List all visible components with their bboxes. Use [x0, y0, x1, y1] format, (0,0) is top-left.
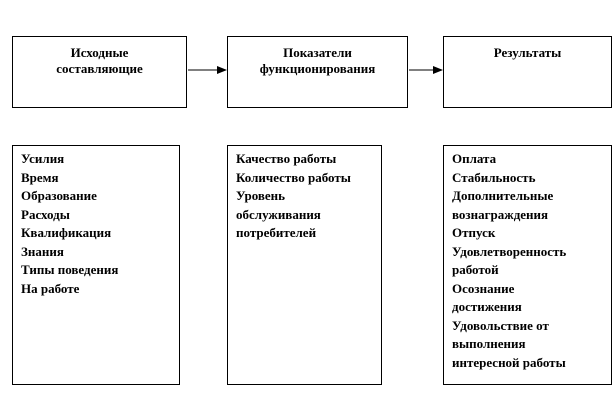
list-item: Время — [21, 169, 59, 185]
node-inputs-label: Исходные составляющие — [56, 45, 143, 76]
list-item: Знания — [21, 243, 64, 259]
list-item: Удовлетворенность — [452, 243, 567, 259]
list-item: Дополнительные — [452, 188, 554, 203]
list-item: Образование — [21, 188, 97, 203]
list-results — [443, 145, 612, 385]
list-item: вознаграждения — [452, 206, 549, 222]
list-item: обслуживания — [236, 206, 321, 222]
list-item: выполнения — [452, 336, 526, 351]
list-inputs — [12, 145, 180, 385]
list-item: Осознание — [452, 280, 515, 296]
list-item: Квалификация — [21, 225, 112, 240]
list-item: Усилия — [21, 151, 65, 166]
list-item: На работе — [21, 280, 80, 296]
list-performance — [227, 145, 382, 385]
list-item: Отпуск — [452, 225, 496, 240]
list-item: Удовольствие от — [452, 317, 549, 333]
list-item: достижения — [452, 299, 522, 314]
node-performance-label: Показатели функционирования — [259, 45, 376, 76]
list-item: Типы поведения — [21, 262, 119, 277]
node-results — [443, 36, 612, 108]
list-item: работой — [452, 262, 499, 277]
list-item: Оплата — [452, 151, 497, 166]
list-inputs-items — [21, 150, 179, 298]
node-inputs — [12, 36, 187, 108]
list-item: потребителей — [236, 225, 317, 240]
list-item: Качество работы — [236, 151, 337, 166]
list-item: интересной работы — [452, 354, 566, 370]
list-item: Количество работы — [236, 169, 351, 185]
node-results-label: Результаты — [493, 45, 562, 60]
node-performance — [227, 36, 408, 108]
list-item: Расходы — [21, 206, 70, 222]
list-performance-items — [236, 150, 381, 243]
list-item: Стабильность — [452, 169, 536, 185]
list-results-items — [452, 150, 611, 372]
list-item: Уровень — [236, 188, 286, 203]
